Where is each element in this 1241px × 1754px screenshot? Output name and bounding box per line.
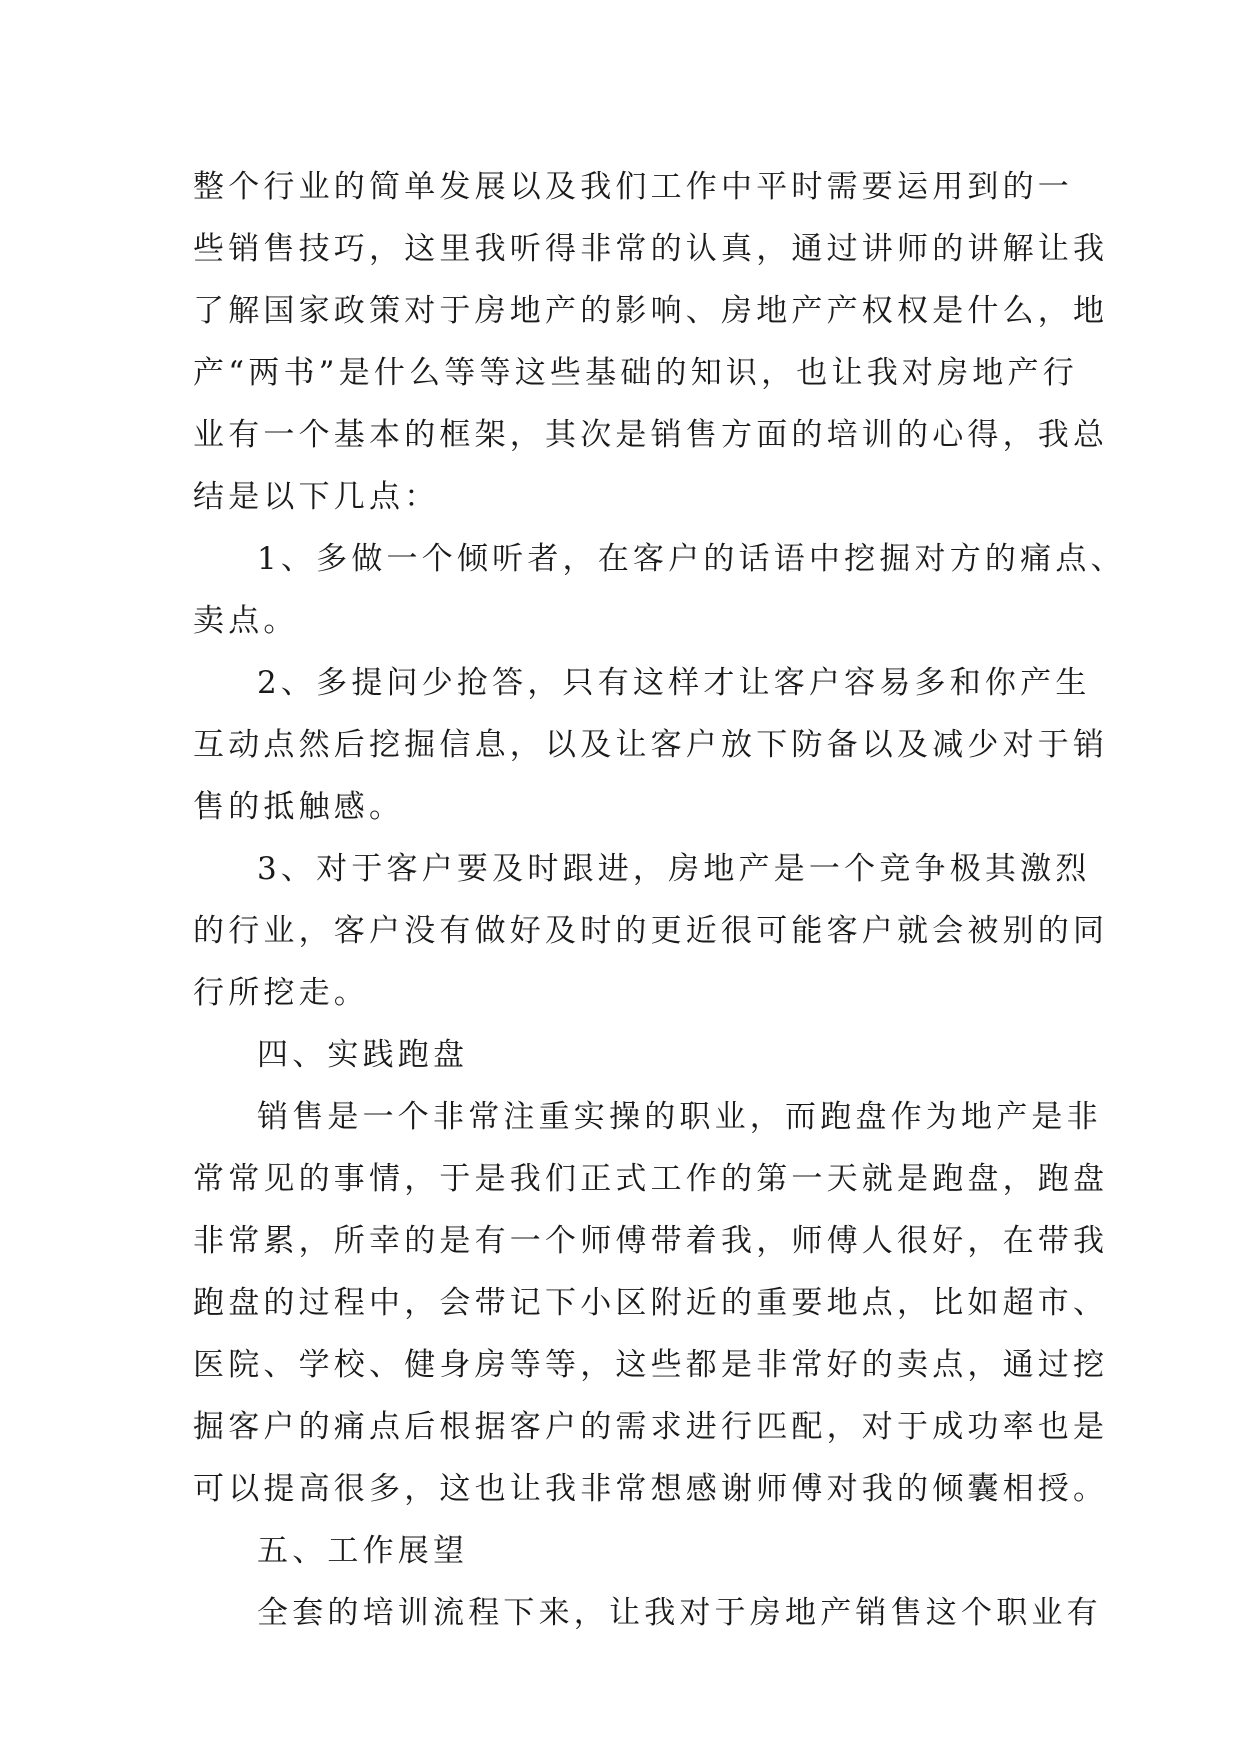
document-body	[193, 156, 1126, 1644]
paragraph-first-line: 3、对于客户要及时跟进，房地产是一个竞争极其激烈	[257, 851, 1091, 887]
text-line: 整个行业的简单发展以及我们工作中平时需要运用到的一	[193, 169, 1073, 205]
text-line: 非常累，所幸的是有一个师傅带着我，师傅人很好，在带我	[193, 1223, 1109, 1259]
text-line: 掘客户的痛点后根据客户的需求进行匹配，对于成功率也是	[193, 1409, 1109, 1445]
text-line: 医院、学校、健身房等等，这些都是非常好的卖点，通过挖	[193, 1347, 1109, 1383]
text-line: 跑盘的过程中，会带记下小区附近的重要地点，比如超市、	[193, 1285, 1109, 1321]
paragraph-first-line: 1、多做一个倾听者，在客户的话语中挖掘对方的痛点、	[257, 541, 1126, 577]
text-line: 互动点然后挖掘信息，以及让客户放下防备以及减少对于销	[193, 727, 1109, 763]
text-line: 可以提高很多，这也让我非常想感谢师傅对我的倾囊相授。	[193, 1471, 1109, 1507]
paragraph-first-line: 全套的培训流程下来，让我对于房地产销售这个职业有	[257, 1595, 1102, 1631]
text-line: 的行业，客户没有做好及时的更近很可能客户就会被别的同	[193, 913, 1109, 949]
text-line: 了解国家政策对于房地产的影响、房地产产权权是什么，地	[193, 293, 1109, 329]
text-line: 卖点。	[193, 603, 299, 639]
paragraph-first-line: 2、多提问少抢答，只有这样才让客户容易多和你产生	[257, 665, 1091, 701]
text-line: 行所挖走。	[193, 975, 369, 1011]
text-line: 业有一个基本的框架，其次是销售方面的培训的心得，我总	[193, 417, 1109, 453]
text-line: 常常见的事情，于是我们正式工作的第一天就是跑盘，跑盘	[193, 1161, 1109, 1197]
text-line: 结是以下几点：	[193, 479, 440, 515]
paragraph-first-line: 四、实践跑盘	[257, 1037, 469, 1073]
paragraph-first-line: 五、工作展望	[257, 1533, 469, 1569]
text-line: 售的抵触感。	[193, 789, 405, 825]
text-line: 产“两书”是什么等等这些基础的知识，也让我对房地产行	[193, 355, 1078, 391]
text-line: 些销售技巧，这里我听得非常的认真，通过讲师的讲解让我	[193, 231, 1109, 267]
paragraph-first-line: 销售是一个非常注重实操的职业，而跑盘作为地产是非	[257, 1099, 1102, 1135]
